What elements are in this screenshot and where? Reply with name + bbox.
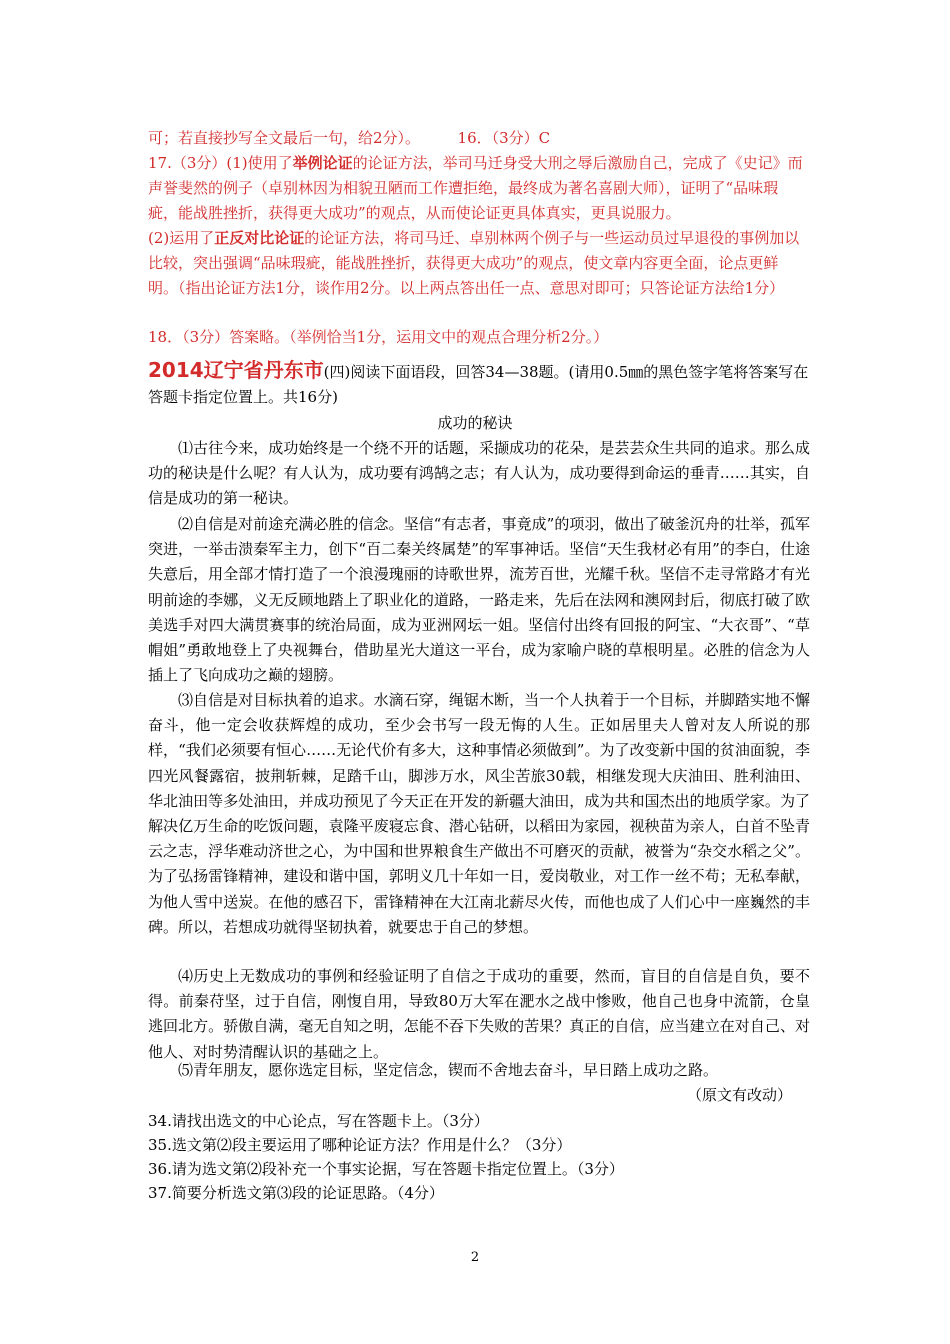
article-paragraph-4: ⑷历史上无数成功的事例和经验证明了自信之于成功的重要，然而，盲目的自信是自负，要不得。前秦苻坚，过于自信，刚愎自用，导致80万大军在淝水之战中惨败，他自己也身中流箭，仓皇逃回北方。骄傲自满，毫无自知之明，怎能不吞下失败的苦果？真正的自信，应当建立在对自己、对他人、对时势清醒认识的基础之上。 [148,967,810,1061]
answer-17-part1-text: 的论证方法，举司马迁身受大刑之辱后激励自己，完成了《史记》而声誉斐然的例子（卓别林因为相貌丑陋而工作遭拒绝，最终成为著名喜剧大师），证明了“品味瑕疵，能战胜挫折，获得更大成功”的观点，从而使论证更具体真实，更具说服力。 [148,154,803,222]
page-number: 2 [470,1250,480,1265]
section-heading [148,358,818,410]
answer-17-part2 [148,226,808,301]
source-note: （原文有改动） [686,1086,792,1104]
answer-17-method-1: 举例论证 [292,154,353,172]
answer-17-method-2: 正反对比论证 [214,229,305,247]
answer-17-part1-prefix: 17.（3分）(1)使用了 [148,154,293,172]
section-place: 2014辽宁省丹东市 [148,358,324,382]
answer-17-part1 [148,151,808,226]
answer-17-part2-prefix: (2)运用了 [148,229,215,247]
section-intro: (四)阅读下面语段，回答34—38题。(请用0.5㎜的黑色签字笔将答案写在答题卡指定位置上。共16分) [148,363,809,406]
article-paragraph-1: ⑴古往今来，成功始终是一个绕不开的话题，采撷成功的花朵，是芸芸众生共同的追求。那么成功的秘诀是什么呢？有人认为，成功要有鸿鹄之志；有人认为，成功要得到命运的垂青……其实，自信是成功的第一秘诀。 [148,439,810,508]
article-paragraph-5: ⑸青年朋友，愿你选定目标，坚定信念，锲而不舍地去奋斗，早日踏上成功之路。 [178,1061,719,1079]
answer-18: 18．（3分）答案略。（举例恰当1分，运用文中的观点合理分析2分。） [148,328,609,346]
article-title: 成功的秘诀 [437,414,513,432]
question-37: 37.简要分析选文第⑶段的论证思路。（4分） [148,1184,444,1202]
answer-17-part2-text: 的论证方法，将司马迁、卓别林两个例子与一些运动员过早退役的事例加以比较，突出强调“品味瑕疵，能战胜挫折，获得更大成功”的观点，使文章内容更全面，论点更鲜明。（指出论证方法1分，谈作用2分。以上两点答出任一点、意思对即可；只答论证方法给1分） [148,229,800,297]
article-paragraph-3: ⑶自信是对目标执着的追求。水滴石穿，绳锯木断，当一个人执着于一个目标，并脚踏实地不懈奋斗，他一定会收获辉煌的成功，至少会书写一段无悔的人生。正如居里夫人曾对友人所说的那样，“我们必须要有恒心……无论代价有多大，这种事情必须做到”。为了改变新中国的贫油面貌，李四光风餐露宿，披荆斩棘，足踏千山，脚涉万水，风尘苦旅30载，相继发现大庆油田、胜利油田、华北油田等多处油田，并成功预见了今天正在开发的新疆大油田，成为共和国杰出的地质学家。为了解决亿万生命的吃饭问题，袁隆平废寝忘食、潜心钻研，以稻田为家园，视秧苗为亲人，白首不坠青云之志，浮华难动济世之心，为中国和世界粮食生产做出不可磨灭的贡献，被誉为“杂交水稻之父”。为了弘扬雷锋精神，建设和谐中国，郭明义几十年如一日，爱岗敬业，对工作一丝不苟；无私奉献，为他人雪中送炭。在他的感召下，雷锋精神在大江南北薪尽火传，而他也成了人们心中一座巍然的丰碑。所以，若想成功就得坚韧执着，就要忠于自己的梦想。 [148,691,810,936]
question-35: 35.选文第⑵段主要运用了哪种论证方法？作用是什么？（3分） [148,1136,572,1154]
question-34: 34.请找出选文的中心论点，写在答题卡上。（3分） [148,1112,489,1130]
article-paragraph-2: ⑵自信是对前途充满必胜的信念。坚信“有志者，事竟成”的项羽，做出了破釜沉舟的壮举，孤军突进，一举击溃秦军主力，创下“百二秦关终属楚”的军事神话。坚信“天生我材必有用”的李白，仕途失意后，用全部才情打造了一个浪漫瑰丽的诗歌世界，流芳百世，光耀千秋。坚信不走寻常路才有光明前途的李娜，义无反顾地踏上了职业化的道路，一路走来，先后在法网和澳网封后，彻底打破了欧美选手对四大满贯赛事的统治局面，成为亚洲网坛一姐。坚信付出终有回报的阿宝、“大衣哥”、“草帽姐”勇敢地登上了央视舞台，借助星光大道这一平台，成为家喻户晓的草根明星。必胜的信念为人插上了飞向成功之巅的翅膀。 [148,515,810,685]
question-36: 36.请为选文第⑵段补充一个事实论据，写在答题卡指定位置上。（3分） [148,1160,624,1178]
answer-line-1: 可；若直接抄写全文最后一句，给2分）。 16．（3分）C [148,129,551,147]
